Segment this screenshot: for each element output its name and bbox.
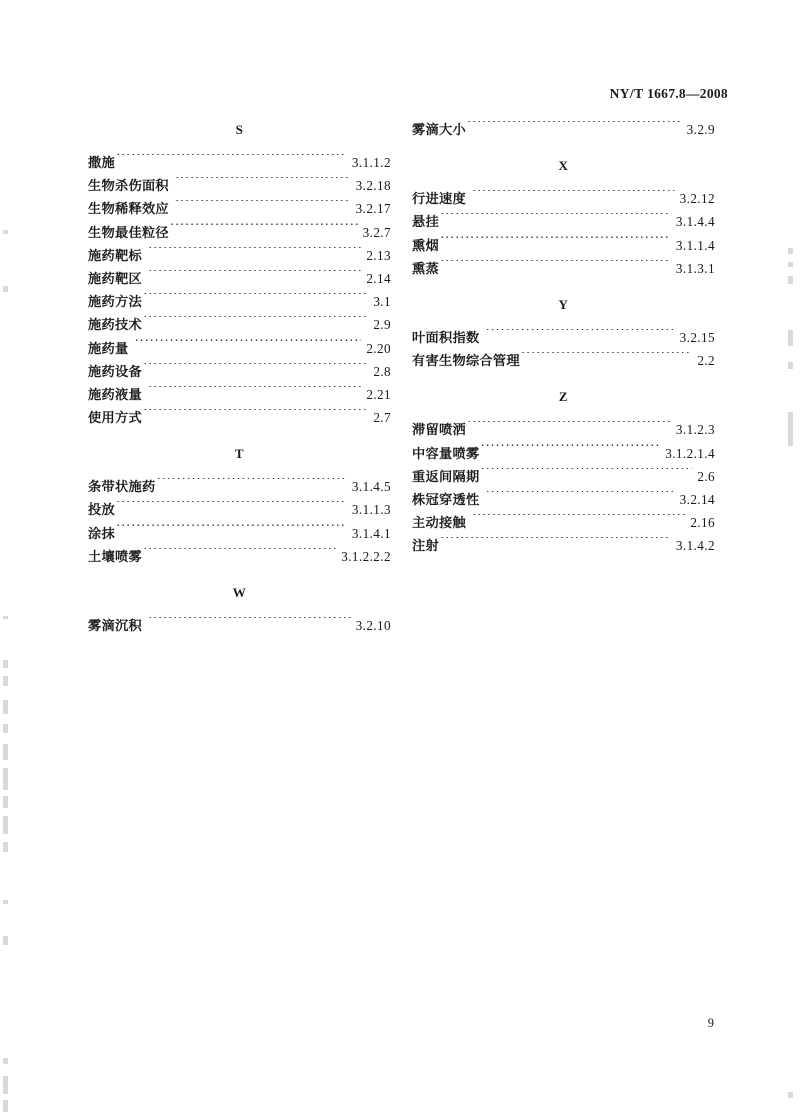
- entry-clause-number: 3.2.7: [362, 224, 391, 240]
- index-entry[interactable]: [88, 545, 391, 568]
- index-entry[interactable]: [88, 267, 391, 290]
- entry-term: 雾滴大小: [412, 123, 466, 138]
- index-entry[interactable]: [88, 498, 391, 521]
- index-entry[interactable]: [88, 221, 391, 244]
- section-letter-t: T: [234, 446, 245, 462]
- entry-clause-number: 2.7: [373, 410, 391, 426]
- entry-clause-number: 2.13: [366, 247, 391, 263]
- entry-term: 生物稀释效应: [88, 202, 169, 218]
- index-entry[interactable]: [88, 614, 391, 637]
- entry-term: 生物杀伤面积: [88, 179, 169, 195]
- index-entry[interactable]: [412, 534, 715, 557]
- dot-leader: [170, 223, 358, 236]
- entry-term: 施药量: [88, 341, 129, 357]
- entry-term: 条带状施药: [88, 480, 156, 496]
- entry-clause-number: 3.1.3.1: [675, 260, 715, 276]
- index-entry[interactable]: [88, 151, 391, 174]
- dot-leader: [175, 200, 351, 213]
- dot-leader: [143, 548, 336, 561]
- index-entry[interactable]: [88, 383, 391, 406]
- index-entry[interactable]: [88, 406, 391, 429]
- entry-clause-number: 3.2.12: [679, 191, 715, 207]
- index-column-right: [412, 118, 715, 557]
- entry-term: 熏烟: [412, 238, 439, 254]
- entry-term: 熏蒸: [412, 261, 439, 277]
- dot-leader: [485, 329, 674, 342]
- entry-term: 滞留喷洒: [412, 423, 466, 439]
- entry-clause-number: 3.2.9: [686, 122, 715, 137]
- entry-clause-number: 2.20: [366, 340, 391, 356]
- page-folio: 9: [707, 1016, 714, 1030]
- index-entry[interactable]: [88, 475, 391, 498]
- index-entry[interactable]: [88, 313, 391, 336]
- entry-term: 施药液量: [88, 387, 142, 403]
- standard-prefix: NY/T: [609, 86, 644, 101]
- dot-leader: [143, 409, 368, 422]
- dot-leader: [521, 352, 692, 365]
- entry-clause-number: 3.1.1.3: [351, 502, 391, 518]
- dot-leader: [472, 514, 685, 527]
- entry-term: 使用方式: [88, 411, 142, 427]
- index-entry[interactable]: [412, 257, 715, 280]
- entry-term: 雾滴沉积: [88, 619, 142, 634]
- index-entry[interactable]: [412, 187, 715, 210]
- dot-leader: [148, 247, 361, 260]
- entry-clause-number: 2.14: [366, 270, 391, 286]
- index-entry[interactable]: [412, 511, 715, 534]
- dot-leader: [467, 421, 671, 434]
- dot-leader: [440, 537, 671, 550]
- entry-term: 主动接触: [412, 516, 466, 532]
- running-header: [610, 86, 728, 102]
- entry-clause-number: 3.1.2.1.4: [665, 445, 715, 461]
- index-entry[interactable]: [88, 197, 391, 220]
- index-entry[interactable]: [412, 118, 715, 141]
- entry-term: 施药靶区: [88, 271, 142, 287]
- entry-clause-number: 3.1.4.5: [351, 479, 391, 495]
- entry-clause-number: 2.16: [690, 515, 715, 531]
- index-entry[interactable]: [88, 522, 391, 545]
- index-entry[interactable]: [412, 418, 715, 441]
- entry-term: 中容量喷雾: [412, 446, 480, 462]
- dot-leader: [485, 491, 674, 504]
- scan-edge-marks-right: [788, 0, 794, 1117]
- dot-leader: [156, 478, 346, 491]
- entry-clause-number: 3.1.1.4: [675, 237, 715, 253]
- dot-leader: [134, 339, 361, 352]
- dot-leader: [175, 177, 351, 190]
- index-entry[interactable]: [412, 326, 715, 349]
- section-letter-y: Y: [558, 296, 569, 312]
- entry-clause-number: 3.1.2.2.2: [341, 548, 391, 564]
- index-entry[interactable]: [412, 349, 715, 372]
- dot-leader: [480, 468, 692, 481]
- entry-term: 重返间隔期: [412, 469, 480, 485]
- entry-term: 撒施: [88, 156, 115, 171]
- dot-leader: [440, 236, 671, 249]
- section-letter-s: S: [235, 122, 244, 137]
- dot-leader: [143, 293, 368, 306]
- dot-leader: [472, 190, 675, 203]
- entry-clause-number: 3.2.17: [355, 201, 391, 217]
- section-letter-x: X: [558, 158, 569, 174]
- dot-leader: [440, 213, 671, 226]
- dot-leader: [148, 270, 361, 283]
- entry-clause-number: 3.2.15: [679, 329, 715, 345]
- dot-leader: [116, 524, 347, 537]
- standard-number: 1667.8—2008: [647, 86, 728, 101]
- index-entry[interactable]: [412, 234, 715, 257]
- section-letter-w: W: [232, 585, 247, 600]
- entry-term: 行进速度: [412, 192, 466, 208]
- entry-term: 叶面积指数: [412, 330, 480, 346]
- entry-clause-number: 3.2.14: [679, 491, 715, 507]
- index-entry[interactable]: [88, 174, 391, 197]
- entry-clause-number: 2.6: [697, 468, 715, 484]
- index-entry[interactable]: [88, 360, 391, 383]
- entry-clause-number: 3.1: [373, 294, 391, 310]
- scan-edge-marks-left: [3, 0, 9, 1117]
- entry-clause-number: 3.1.1.2: [351, 155, 391, 170]
- entry-term: 株冠穿透性: [412, 492, 480, 508]
- index-entry[interactable]: [412, 210, 715, 233]
- dot-leader: [148, 386, 361, 399]
- index-entry[interactable]: [412, 465, 715, 488]
- index-entry[interactable]: [88, 337, 391, 360]
- dot-leader: [148, 617, 351, 630]
- dot-leader: [116, 154, 347, 167]
- entry-term: 注射: [412, 539, 439, 555]
- entry-clause-number: 2.8: [373, 363, 391, 379]
- entry-term: 施药设备: [88, 364, 142, 380]
- dot-leader: [467, 121, 682, 134]
- entry-clause-number: 3.1.4.1: [351, 525, 391, 541]
- entry-term: 土壤喷雾: [88, 549, 142, 565]
- index-entry[interactable]: [88, 290, 391, 313]
- entry-term: 施药技术: [88, 318, 142, 334]
- entry-clause-number: 3.1.4.4: [675, 214, 715, 230]
- section-letter-z: Z: [558, 389, 569, 405]
- entry-term: 有害生物综合管理: [412, 354, 520, 370]
- dot-leader: [143, 363, 368, 376]
- entry-clause-number: 3.2.18: [355, 178, 391, 194]
- index-entry[interactable]: [88, 244, 391, 267]
- dot-leader: [440, 260, 671, 273]
- entry-term: 生物最佳粒径: [88, 225, 169, 241]
- entry-clause-number: 3.1.4.2: [675, 538, 715, 554]
- index-entry[interactable]: [412, 442, 715, 465]
- entry-clause-number: 3.2.10: [355, 618, 391, 633]
- entry-term: 投放: [88, 503, 115, 519]
- entry-term: 施药靶标: [88, 248, 142, 264]
- entry-clause-number: 2.21: [366, 386, 391, 402]
- entry-clause-number: 2.9: [373, 317, 391, 333]
- index-column-left: [88, 118, 391, 637]
- index-entry[interactable]: [412, 488, 715, 511]
- dot-leader: [143, 316, 368, 329]
- entry-clause-number: 2.2: [697, 353, 715, 369]
- entry-term: 悬挂: [412, 215, 439, 231]
- entry-clause-number: 3.1.2.3: [675, 422, 715, 438]
- entry-term: 施药方法: [88, 295, 142, 311]
- entry-term: 涂抹: [88, 526, 115, 542]
- dot-leader: [480, 444, 660, 457]
- dot-leader: [116, 501, 347, 514]
